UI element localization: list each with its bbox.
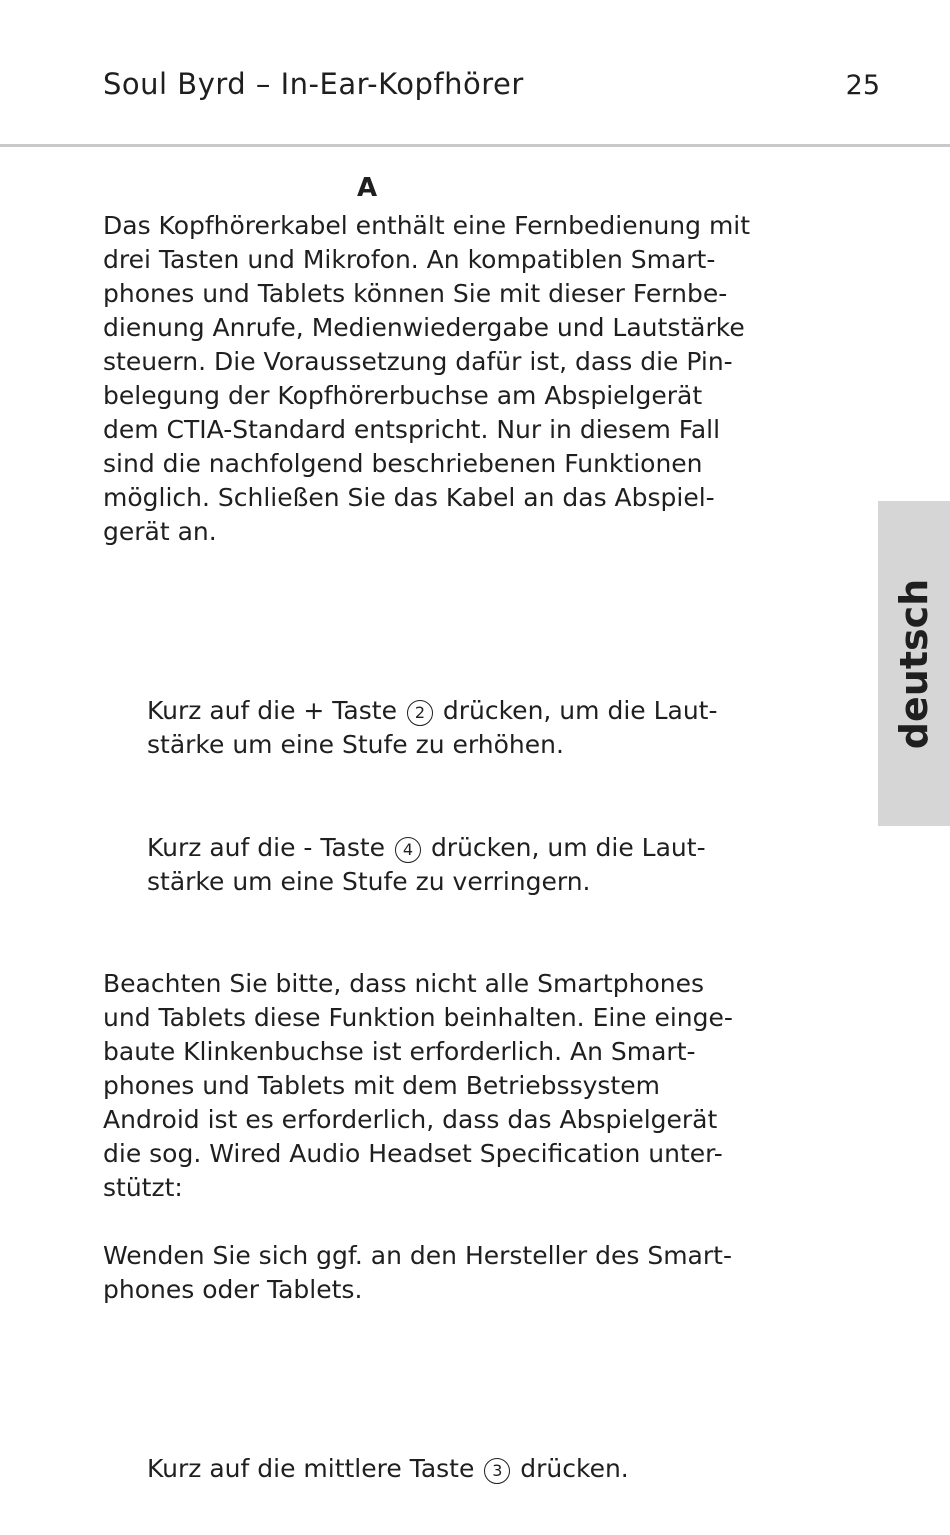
- key-number-badge: 4: [395, 837, 421, 863]
- page-header-title: Soul Byrd – In-Ear-Kopfhörer: [103, 67, 524, 101]
- text-line: baute Klinkenbuchse ist erforderlich. An Smart-: [103, 1037, 696, 1066]
- volume-down-instruction: [147, 831, 847, 899]
- middle-key-instruction: [147, 1452, 847, 1486]
- instruction-text: Kurz auf die mittlere Taste: [147, 1454, 475, 1483]
- text-line: drei Tasten und Mikrofon. An kompatiblen Smart-: [103, 245, 716, 274]
- page-number: 25: [845, 70, 880, 101]
- text-line: sind die nachfolgend beschriebenen Funktionen: [103, 449, 703, 478]
- manufacturer-contact-note: [103, 1239, 863, 1307]
- instruction-text: stärke um eine Stufe zu verringern.: [147, 867, 591, 896]
- text-line: Android ist es erforderlich, dass das Abspielgerät: [103, 1105, 718, 1134]
- text-line: Beachten Sie bitte, dass nicht alle Smartphones: [103, 969, 704, 998]
- volume-up-instruction: [147, 694, 847, 762]
- text-line: Das Kopfhörerkabel enthält eine Fernbedienung mit: [103, 211, 751, 240]
- section-letter: A: [357, 173, 378, 203]
- text-line: belegung der Kopfhörerbuchse am Abspielgerät: [103, 381, 703, 410]
- instruction-text: stärke um eine Stufe zu erhöhen.: [147, 730, 564, 759]
- text-line: dienung Anrufe, Medienwiedergabe und Lautstärke: [103, 313, 745, 342]
- text-line: die sog. Wired Audio Headset Specification unter-: [103, 1139, 723, 1168]
- text-line: gerät an.: [103, 517, 217, 546]
- text-line: phones oder Tablets.: [103, 1275, 363, 1304]
- header-divider: [0, 144, 950, 147]
- text-line: phones und Tablets mit dem Betriebssystem: [103, 1071, 660, 1100]
- instruction-text: Kurz auf die - Taste: [147, 833, 386, 862]
- key-number-badge: 2: [407, 700, 433, 726]
- instruction-text: drücken, um die Laut-: [430, 833, 706, 862]
- language-tab: [878, 501, 950, 826]
- language-tab-label: deutsch: [892, 578, 936, 749]
- intro-paragraph: [103, 209, 863, 549]
- key-number-badge: 3: [484, 1458, 510, 1484]
- text-line: stützt:: [103, 1173, 183, 1202]
- instruction-text: drücken, um die Laut-: [442, 696, 718, 725]
- text-line: Wenden Sie sich ggf. an den Hersteller des Smart-: [103, 1241, 732, 1270]
- compatibility-note: [103, 967, 863, 1205]
- instruction-text: drücken.: [520, 1454, 629, 1483]
- text-line: dem CTIA-Standard entspricht. Nur in diesem Fall: [103, 415, 721, 444]
- text-line: möglich. Schließen Sie das Kabel an das Abspiel-: [103, 483, 715, 512]
- text-line: phones und Tablets können Sie mit dieser Fernbe-: [103, 279, 728, 308]
- text-line: und Tablets diese Funktion beinhalten. Eine einge-: [103, 1003, 733, 1032]
- text-line: steuern. Die Voraussetzung dafür ist, dass die Pin-: [103, 347, 733, 376]
- instruction-text: Kurz auf die + Taste: [147, 696, 397, 725]
